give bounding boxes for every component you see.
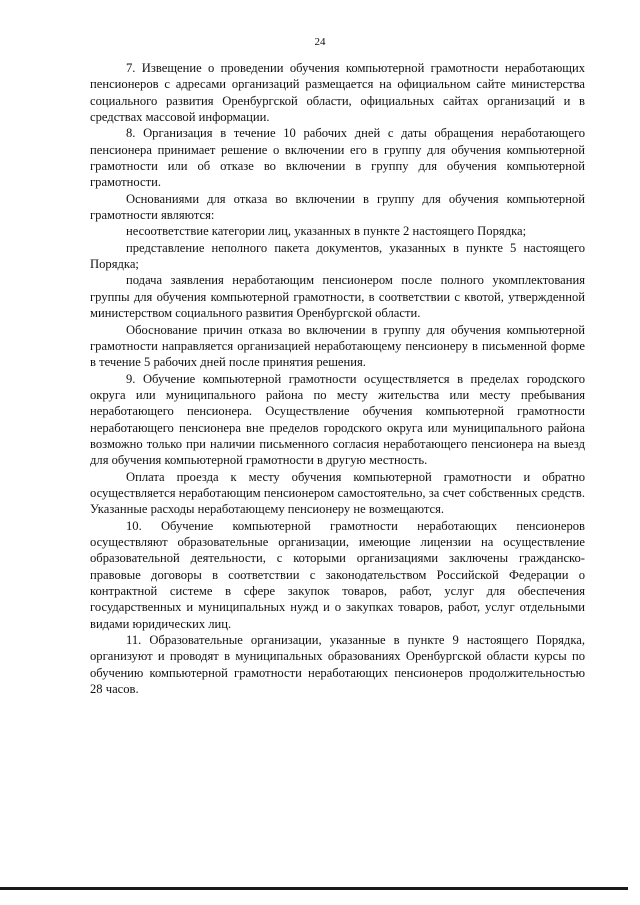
paragraph-refusal-ground-category: несоответствие категории лиц, указанных в пункте 2 настоящего Порядка; — [126, 224, 527, 239]
paragraph-item-8: 8. Организация в течение 10 рабочих дней с даты обращения неработающего пенсионера принимает решение о включении его в группу для обучения компьютерной грамотности или об отказе во включении в группу для обучения компьютерной грамотности. — [90, 126, 585, 190]
paragraph-item-7: 7. Извещение о проведении обучения компьютерной грамотности неработающих пенсионеров с адресами организаций размещается на официальном сайте министерства социального развития Оренбургской области, официальных сайтах организаций и в средствах массовой информации. — [90, 61, 585, 125]
bottom-rule-divider — [0, 887, 628, 890]
paragraph-refusal-ground-quota: подача заявления неработающим пенсионером после полного укомплектования группы для обучения компьютерной грамотности, в соответствии с квотой, утвержденной министерством социального развития Оренбургской области. — [90, 273, 585, 321]
paragraph-travel-payment: Оплата проезда к месту обучения компьютерной грамотности и обратно осуществляется неработающим пенсионером самостоятельно, за счет собственных средств. Указанные расходы неработающему пенсионеру не возмещаются. — [90, 469, 585, 517]
paragraph-item-9: 9. Обучение компьютерной грамотности осуществляется в пределах городского округа или муниципального района по месту жительства или месту пребывания неработающего пенсионера. Осуществление обучения компьютерной грамотности неработающего пенсионера вне пределов городского округа или муниципального района возможно только при наличии письменного согласия неработающего пенсионера на выезд для обучения компьютерной грамотности в другую местность. — [90, 371, 585, 468]
page-number: 24 — [314, 36, 326, 48]
paragraph-refusal-justification: Обоснование причин отказа во включении в группу для обучения компьютерной грамотности направляется организацией неработающему пенсионеру в письменной форме в течение 5 рабочих дней после принятия решения. — [90, 322, 585, 370]
paragraph-item-10: 10. Обучение компьютерной грамотности неработающих пенсионеров осуществляют образовательные организации, имеющие лицензии на осуществление образовательной деятельности, с которыми организациями заключены гражданско-правовые договоры в соответствии с законодательством Российской Федерации о контрактной системе в сфере закупок товаров, работ, услуг для обеспечения государственных и муниципальных нужд и о закупках товаров, работ, услуг отдельными видами юридических лиц. — [90, 518, 585, 631]
paragraph-item-11: 11. Образовательные организации, указанные в пункте 9 настоящего Порядка, организуют и проводят в муниципальных образованиях Оренбургской области курсы по обучению компьютерной грамотности неработающих пенсионеров продолжительностью 28 часов. — [90, 633, 585, 697]
document-body — [90, 60, 585, 697]
paragraph-refusal-grounds-intro: Основаниями для отказа во включении в группу для обучения компьютерной грамотности являются: — [90, 191, 585, 223]
paragraph-refusal-ground-documents: представление неполного пакета документов, указанных в пункте 5 настоящего Порядка; — [90, 240, 585, 272]
